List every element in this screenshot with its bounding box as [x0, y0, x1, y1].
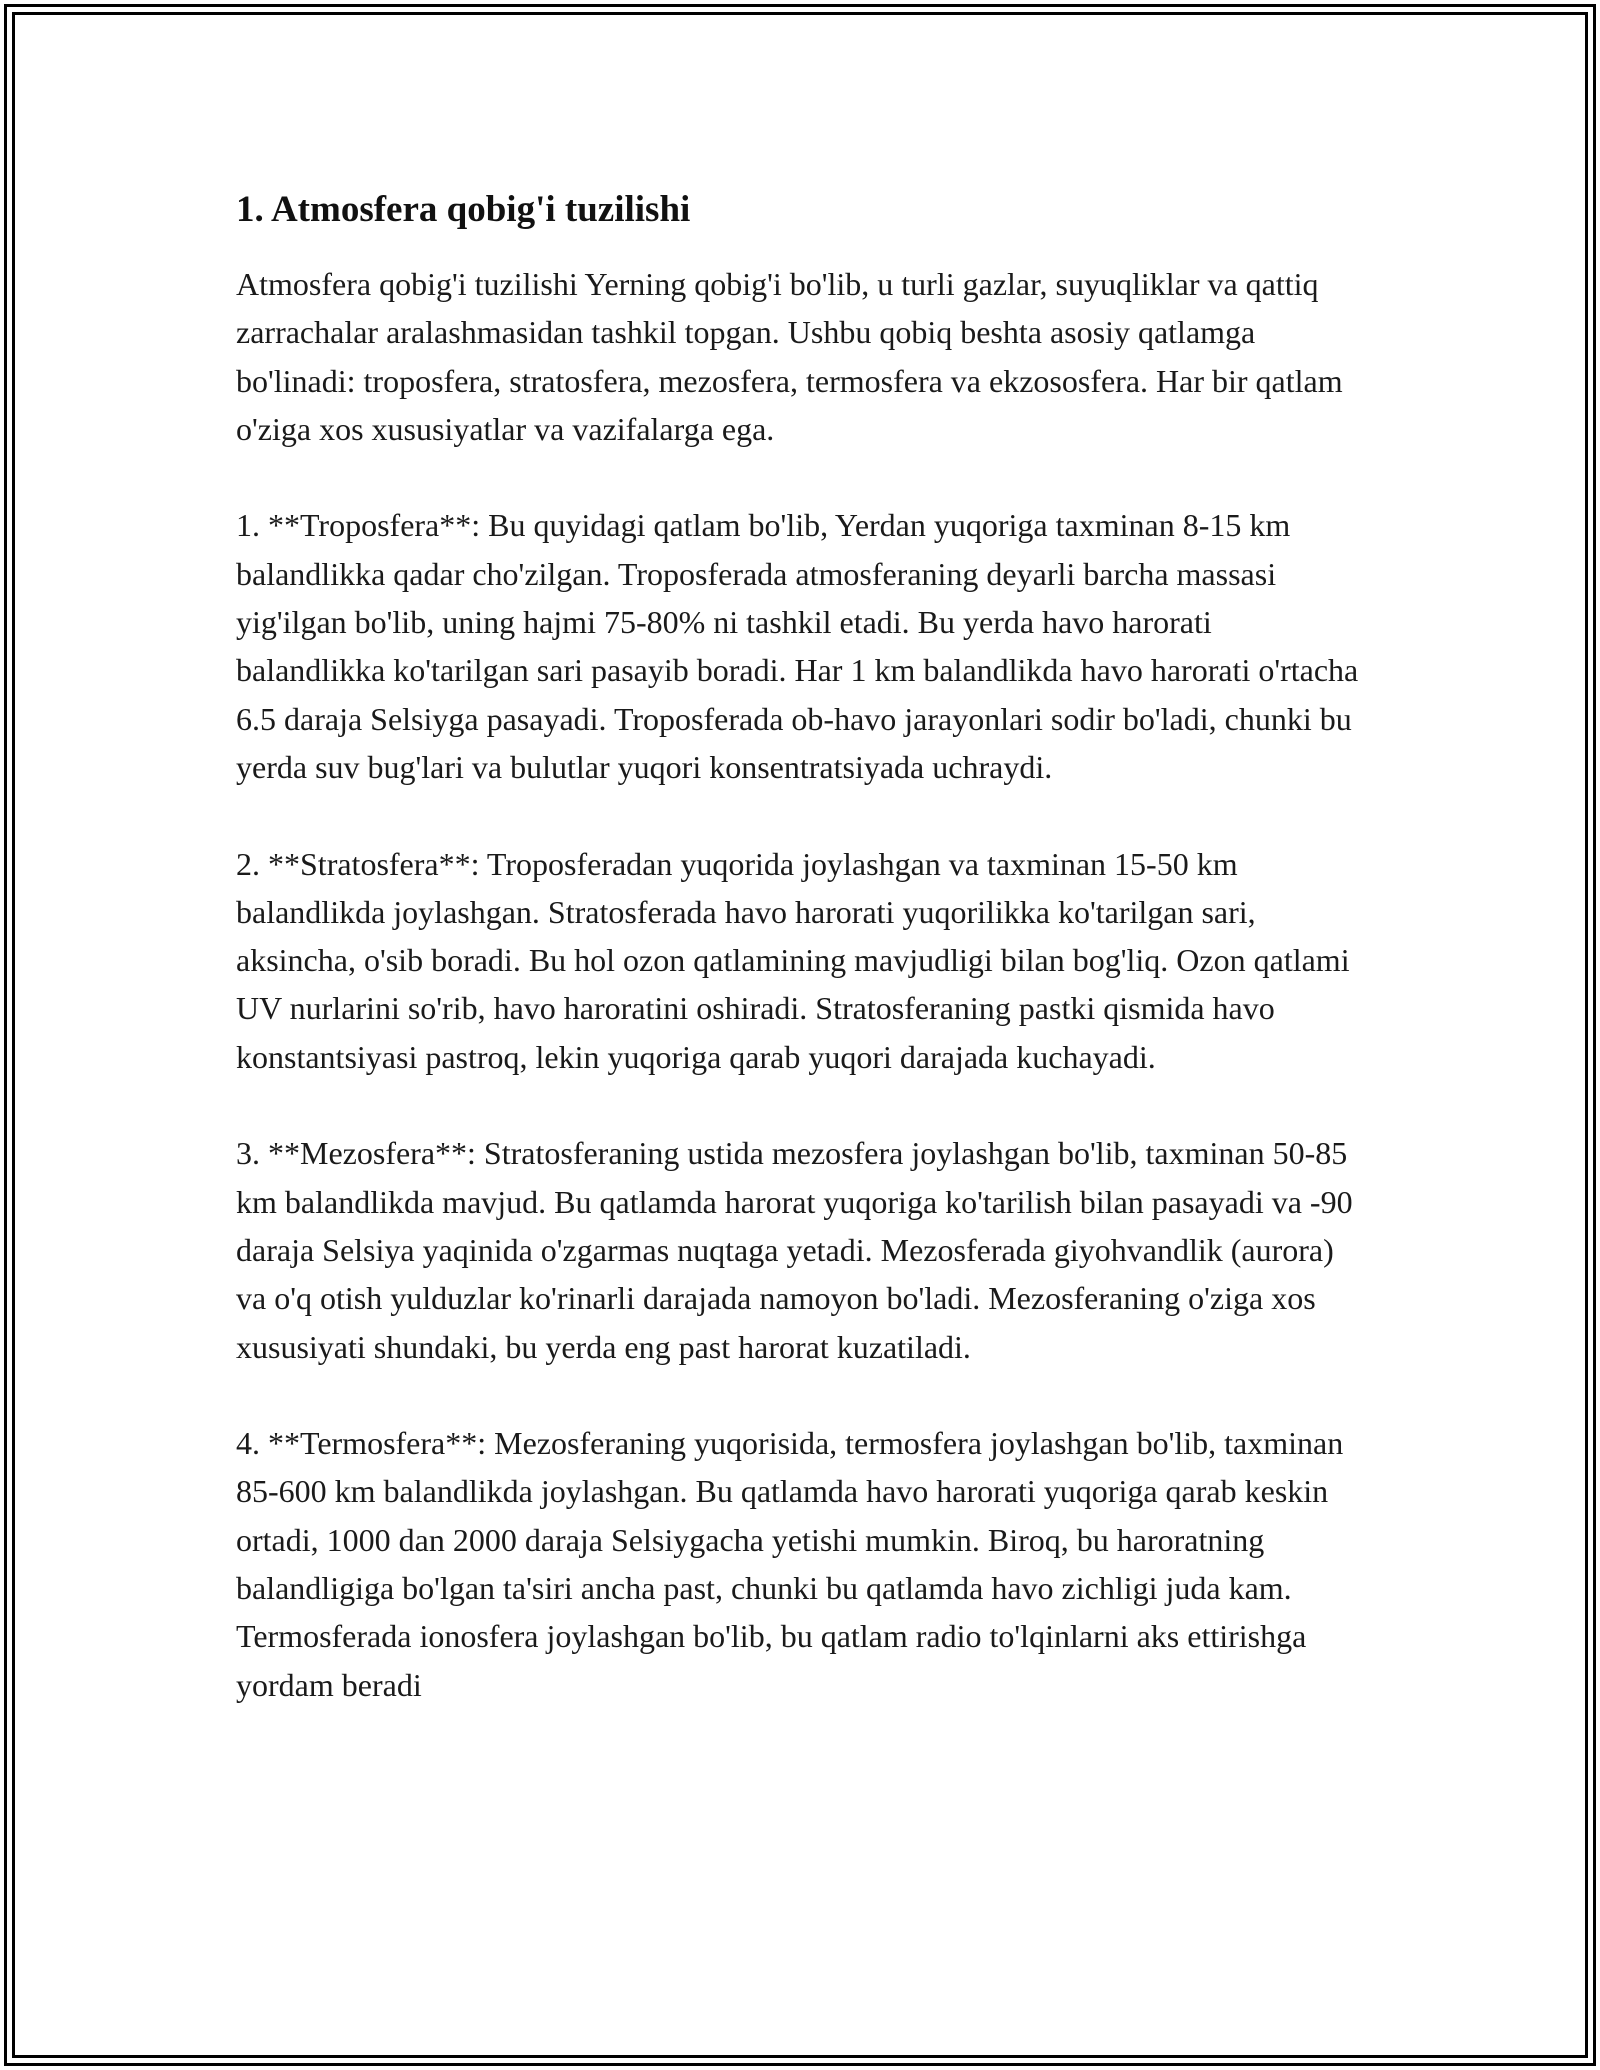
document-body: [236, 186, 1366, 1709]
stratosfera-paragraph: 2. **Stratosfera**: Troposferadan yuqorida joylashgan va taxminan 15-50 km balandlikda joylashgan. Stratosferada havo harorati yuqorilikka ko'tarilgan sari, aksincha, o'sib boradi. Bu hol ozon qatlamining mavjudligi bilan bog'liq. Ozon qatlami UV nurlarini so'rib, havo haroratini oshiradi. Stratosferaning pastki qismida havo konstantsiyasi pastroq, lekin yuqoriga qarab yuqori darajada kuchayadi.: [236, 845, 1350, 1075]
termosfera-paragraph: 4. **Termosfera**: Mezosferaning yuqorisida, termosfera joylashgan bo'lib, taxminan 85-600 km balandlikda joylashgan. Bu qatlamda havo harorati yuqoriga qarab keskin ortadi, 1000 dan 2000 daraja Selsiygacha yetishi mumkin. Biroq, bu haroratning balandligiga bo'lgan ta'siri ancha past, chunki bu qatlamda havo zichligi juda kam. Termosferada ionosfera joylashgan bo'lib, bu qatlam radio to'lqinlarni aks ettirishga yordam beradi: [236, 1425, 1344, 1703]
mezosfera-paragraph: 3. **Mezosfera**: Stratosferaning ustida mezosfera joylashgan bo'lib, taxminan 50-85 km balandlikda mavjud. Bu qatlamda harorat yuqoriga ko'tarilish bilan pasayadi va -90 daraja Selsiya yaqinida o'zgarmas nuqtaga yetadi. Mezosferada giyohvandlik (aurora) va o'q otish yulduzlar ko'rinarli darajada namoyon bo'ladi. Mezosferaning o'ziga xos xususiyati shundaki, bu yerda eng past harorat kuzatiladi.: [236, 1135, 1353, 1365]
section-heading: 1. Atmosfera qobig'i tuzilishi: [236, 189, 691, 230]
troposfera-paragraph: 1. **Troposfera**: Bu quyidagi qatlam bo'lib, Yerdan yuqoriga taxminan 8-15 km balandlikka qadar cho'zilgan. Troposferada atmosferaning deyarli barcha massasi yig'ilgan bo'lib, uning hajmi 75-80% ni tashkil etadi. Bu yerda havo harorati balandlikka ko'tarilgan sari pasayib boradi. Har 1 km balandlikda havo harorati o'rtacha 6.5 daraja Selsiyga pasayadi. Troposferada ob-havo jarayonlari sodir bo'ladi, chunki bu yerda suv bug'lari va bulutlar yuqori konsentratsiyada uchraydi.: [236, 507, 1359, 785]
intro-paragraph: Atmosfera qobig'i tuzilishi Yerning qobig'i bo'lib, u turli gazlar, suyuqliklar va qattiq zarrachalar aralashmasidan tashkil topgan. Ushbu qobiq beshta asosiy qatlamga bo'linadi: troposfera, stratosfera, mezosfera, termosfera va ekzososfera. Har bir qatlam o'ziga xos xususiyatlar va vazifalarga ega.: [236, 266, 1343, 447]
